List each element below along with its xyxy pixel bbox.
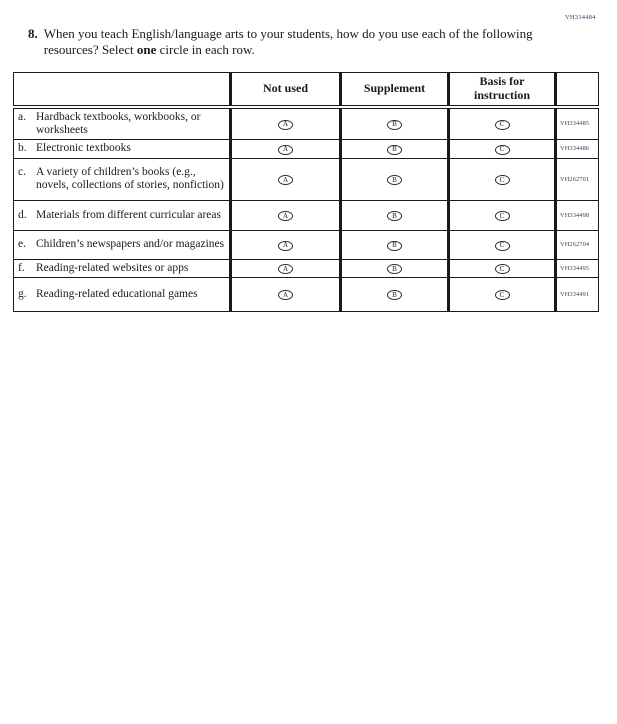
header-supplement: Supplement bbox=[341, 73, 449, 107]
cell-basis bbox=[449, 277, 556, 311]
cell-not-used bbox=[231, 158, 341, 200]
row-item-cell bbox=[14, 158, 231, 200]
answer-bubble-supplement[interactable]: B bbox=[387, 175, 402, 185]
table-row bbox=[14, 200, 599, 230]
cell-supplement bbox=[341, 107, 449, 140]
cell-not-used bbox=[231, 277, 341, 311]
row-item-cell bbox=[14, 139, 231, 158]
answer-bubble-supplement[interactable]: B bbox=[387, 264, 402, 274]
answer-bubble-not-used[interactable]: A bbox=[278, 145, 293, 155]
table-row bbox=[14, 158, 599, 200]
answer-bubble-basis[interactable]: C bbox=[495, 145, 510, 155]
row-code: VH334495 bbox=[556, 259, 599, 277]
row-label: Electronic textbooks bbox=[36, 142, 131, 154]
row-letter: a. bbox=[18, 110, 26, 123]
answer-bubble-basis[interactable]: C bbox=[495, 211, 510, 221]
row-code: VH334498 bbox=[556, 200, 599, 230]
question-text-part1: When you teach English/language arts to your students, how do you use each of the following resources? Select bbox=[43, 26, 533, 57]
answer-bubble-basis[interactable]: C bbox=[495, 241, 510, 251]
cell-not-used bbox=[231, 107, 341, 140]
row-code: VH334486 bbox=[556, 139, 599, 158]
header-basis-for-instruction: Basis for instruction bbox=[449, 73, 556, 107]
row-label: Reading-related educational games bbox=[36, 287, 198, 300]
question-text-part2: circle in each row. bbox=[156, 41, 255, 57]
row-code: VH262701 bbox=[556, 158, 599, 200]
answer-bubble-supplement[interactable]: B bbox=[387, 145, 402, 155]
cell-supplement bbox=[341, 259, 449, 277]
row-label: A variety of children’s books (e.g., novels, collections of stories, nonfiction) bbox=[36, 166, 224, 191]
row-item-cell bbox=[14, 107, 231, 140]
question-number: 8. bbox=[28, 26, 38, 41]
answer-bubble-supplement[interactable]: B bbox=[387, 290, 402, 300]
cell-basis bbox=[449, 139, 556, 158]
header-row bbox=[14, 73, 599, 107]
table-row bbox=[14, 277, 599, 311]
cell-basis bbox=[449, 230, 556, 259]
cell-basis bbox=[449, 200, 556, 230]
cell-supplement bbox=[341, 158, 449, 200]
row-label: Hardback textbooks, workbooks, or worksheets bbox=[36, 110, 201, 136]
answer-bubble-basis[interactable]: C bbox=[495, 175, 510, 185]
row-letter: c. bbox=[18, 166, 26, 178]
cell-basis bbox=[449, 158, 556, 200]
cell-not-used bbox=[231, 259, 341, 277]
row-item-cell bbox=[14, 259, 231, 277]
question-text-bold-word: one bbox=[136, 41, 157, 57]
table-row bbox=[14, 139, 599, 158]
row-label: Children’s newspapers and/or magazines bbox=[36, 238, 225, 250]
answer-bubble-not-used[interactable]: A bbox=[278, 241, 293, 251]
resource-usage-table bbox=[13, 72, 599, 312]
cell-not-used bbox=[231, 139, 341, 158]
row-code: VH262704 bbox=[556, 230, 599, 259]
row-code: VH334491 bbox=[556, 277, 599, 311]
answer-bubble-supplement[interactable]: B bbox=[387, 241, 402, 251]
cell-basis bbox=[449, 259, 556, 277]
header-not-used: Not used bbox=[231, 73, 341, 107]
row-letter: d. bbox=[18, 208, 27, 221]
answer-bubble-not-used[interactable]: A bbox=[278, 211, 293, 221]
cell-supplement bbox=[341, 200, 449, 230]
header-code-blank bbox=[556, 73, 599, 107]
cell-supplement bbox=[341, 230, 449, 259]
answer-bubble-basis[interactable]: C bbox=[495, 120, 510, 130]
answer-bubble-not-used[interactable]: A bbox=[278, 264, 293, 274]
cell-not-used bbox=[231, 200, 341, 230]
row-item-cell bbox=[14, 230, 231, 259]
cell-not-used bbox=[231, 230, 341, 259]
answer-bubble-not-used[interactable]: A bbox=[278, 290, 293, 300]
form-code: VH334484 bbox=[565, 14, 596, 21]
row-letter: b. bbox=[18, 142, 27, 154]
table-row bbox=[14, 259, 599, 277]
question-block bbox=[28, 26, 568, 57]
table-row bbox=[14, 230, 599, 259]
row-letter: e. bbox=[18, 238, 26, 250]
answer-bubble-supplement[interactable]: B bbox=[387, 211, 402, 221]
row-label: Materials from different curricular areas bbox=[36, 208, 221, 221]
cell-supplement bbox=[341, 277, 449, 311]
row-code: VH334485 bbox=[556, 107, 599, 140]
table-row bbox=[14, 107, 599, 140]
question-text bbox=[44, 26, 549, 57]
row-item-cell bbox=[14, 277, 231, 311]
answer-bubble-not-used[interactable]: A bbox=[278, 120, 293, 130]
answer-bubble-basis[interactable]: C bbox=[495, 290, 510, 300]
cell-supplement bbox=[341, 139, 449, 158]
row-label: Reading-related websites or apps bbox=[36, 261, 189, 274]
answer-bubble-not-used[interactable]: A bbox=[278, 175, 293, 185]
cell-basis bbox=[449, 107, 556, 140]
header-item-blank bbox=[14, 73, 231, 107]
row-letter: f. bbox=[18, 261, 25, 274]
row-item-cell bbox=[14, 200, 231, 230]
answer-bubble-basis[interactable]: C bbox=[495, 264, 510, 274]
answer-bubble-supplement[interactable]: B bbox=[387, 120, 402, 130]
row-letter: g. bbox=[18, 287, 27, 300]
